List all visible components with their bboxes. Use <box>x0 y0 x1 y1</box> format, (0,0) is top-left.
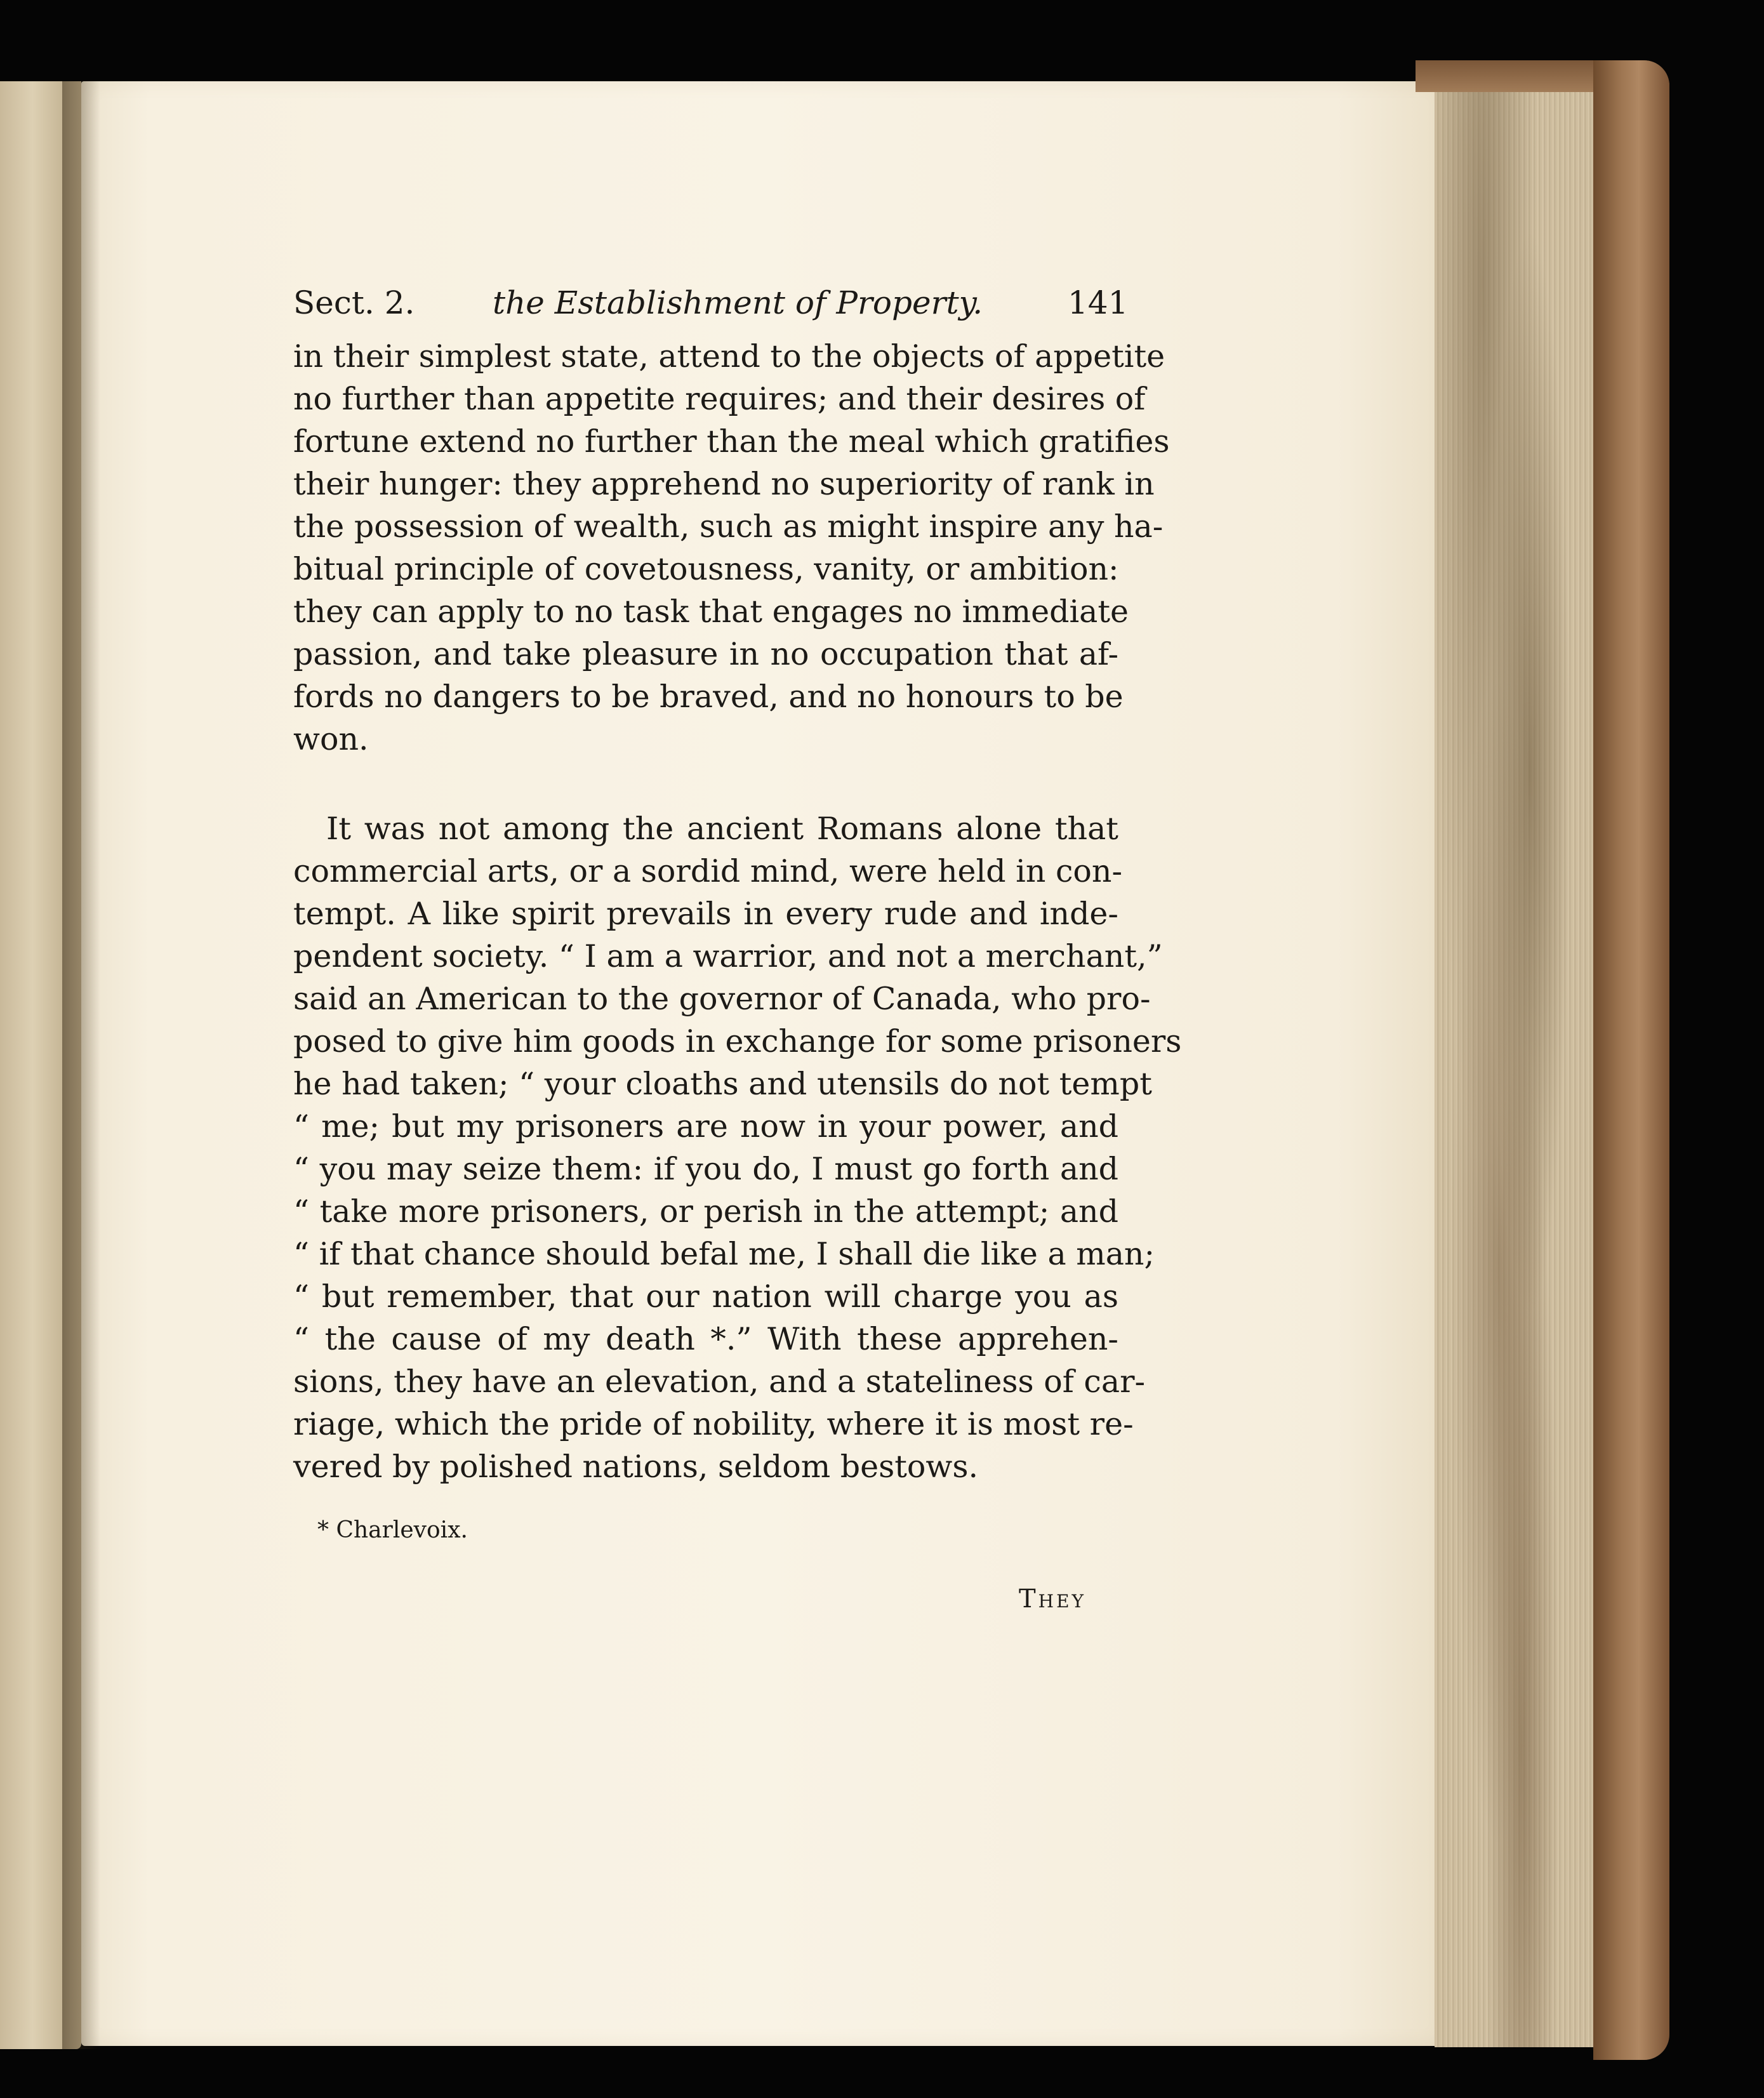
paragraph-2 <box>293 807 1182 1488</box>
text-line: It was not among the ancient Romans alone that <box>326 811 1118 847</box>
text-line: “ take more prisoners, or perish in the attempt; and <box>293 1193 1118 1230</box>
text-line: commercial arts, or a sordid mind, were held in con- <box>293 853 1123 889</box>
text-line: riage, which the pride of nobility, where it is most re- <box>293 1406 1134 1442</box>
text-line: sions, they have an elevation, and a stateliness of car- <box>293 1364 1146 1400</box>
paragraph-1 <box>293 335 1170 760</box>
page-number: 141 <box>1068 284 1129 321</box>
leather-cover <box>1593 60 1669 2060</box>
text-line: fortune extend no further than the meal which gratifies <box>293 423 1170 460</box>
text-line: their hunger: they apprehend no superiority of rank in <box>293 466 1155 502</box>
gutter-shadow <box>62 81 100 2049</box>
text-line: he had taken; “ your cloaths and utensils do not tempt <box>293 1066 1152 1102</box>
text-line: posed to give him goods in exchange for some prisoners <box>293 1023 1182 1059</box>
text-line: pendent society. “ I am a warrior, and not a merchant,” <box>293 938 1163 974</box>
catchword: They <box>1019 1584 1087 1614</box>
text-line: vered by polished nations, seldom bestows. <box>293 1449 979 1485</box>
text-line: “ you may seize them: if you do, I must go forth and <box>293 1151 1118 1187</box>
text-line: “ but remember, that our nation will charge you as <box>293 1278 1118 1315</box>
text-line: “ if that chance should befal me, I shall die like a man; <box>293 1236 1155 1272</box>
text-line: bitual principle of covetousness, vanity, or ambition: <box>293 551 1119 587</box>
text-line: in their simplest state, attend to the objects of appetite <box>293 338 1165 375</box>
text-line: fords no dangers to be braved, and no honours to be <box>293 679 1124 715</box>
text-line: the possession of wealth, such as might inspire any ha- <box>293 508 1164 545</box>
text-line: no further than appetite requires; and their desires of <box>293 381 1146 417</box>
text-line: “ the cause of my death *.” With these apprehen- <box>293 1321 1118 1357</box>
text-line: said an American to the governor of Canada, who pro- <box>293 981 1151 1017</box>
footnote: * Charlevoix. <box>317 1517 468 1543</box>
page-fore-edge <box>1435 86 1597 2047</box>
text-line: “ me; but my prisoners are now in your power, and <box>293 1108 1118 1145</box>
text-line: passion, and take pleasure in no occupation that af- <box>293 636 1118 672</box>
section-label: Sect. 2. <box>293 284 415 321</box>
running-title: the Establishment of Property. <box>493 284 983 321</box>
text-line: tempt. A like spirit prevails in every rude and inde- <box>293 896 1118 932</box>
text-line: won. <box>293 721 369 757</box>
text-line: they can apply to no task that engages no immediate <box>293 594 1129 630</box>
